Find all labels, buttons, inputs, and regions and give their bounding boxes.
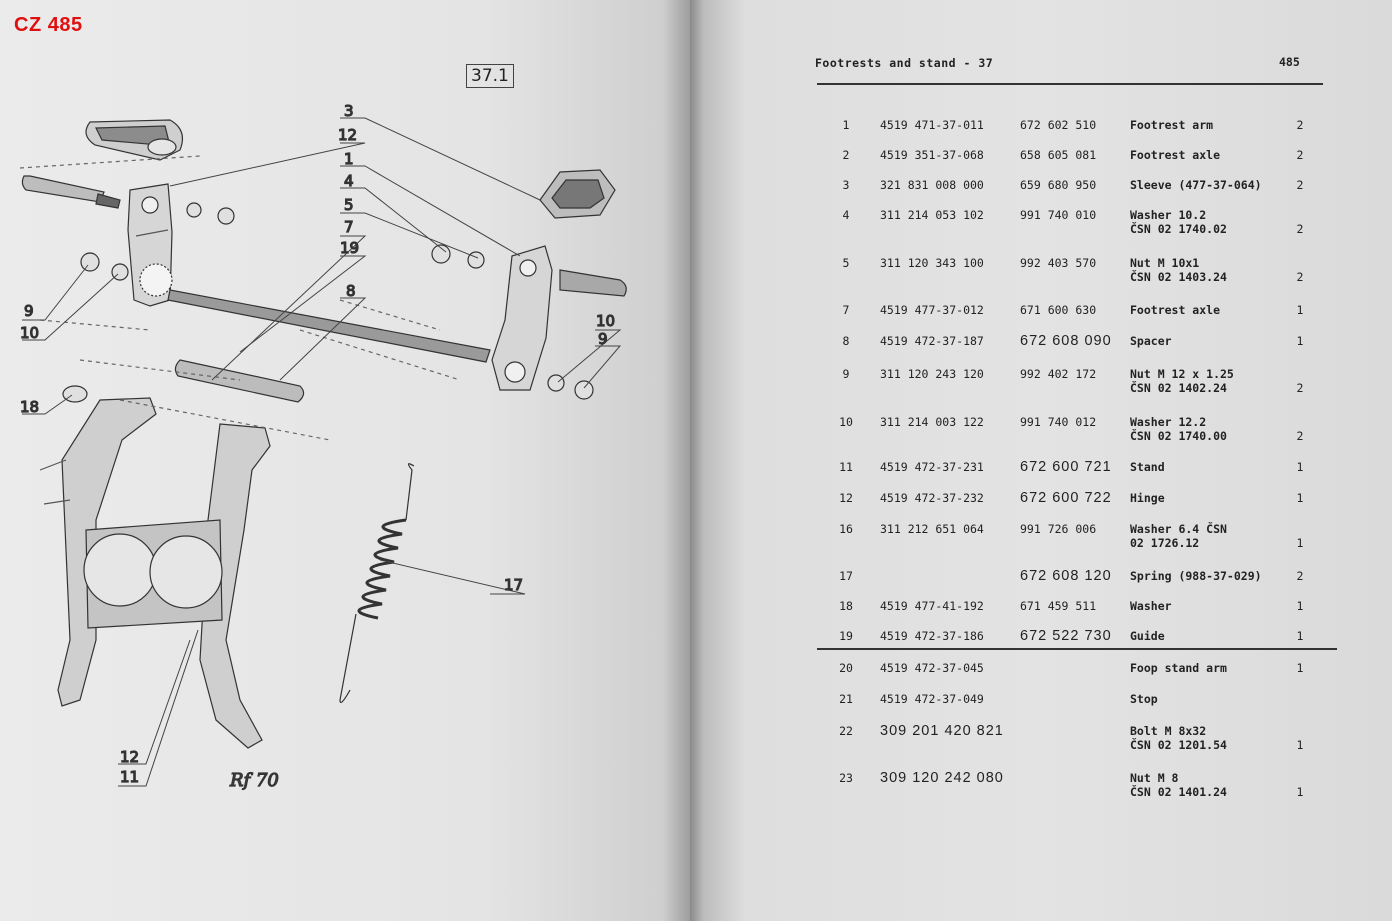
catalog-number: 671 459 511	[1020, 599, 1097, 613]
quantity: 2	[1296, 381, 1304, 395]
quantity: 1	[1296, 599, 1304, 613]
position-number: 3	[842, 178, 850, 192]
part-number: 4519 351-37-068	[880, 148, 984, 162]
callout-4: 4	[344, 172, 354, 190]
part-description: ČSN 02 1401.24	[1130, 785, 1227, 799]
left-page	[0, 0, 690, 921]
footrest-rubber-right	[540, 170, 615, 218]
quantity: 1	[1296, 460, 1304, 474]
right-page	[690, 0, 1392, 921]
catalog-number: 992 402 172	[1020, 367, 1097, 381]
part-number: 4519 472-37-186	[880, 629, 984, 643]
part-number: 311 120 343 100	[880, 256, 984, 270]
position-number: 4	[842, 208, 850, 222]
quantity: 1	[1296, 303, 1304, 317]
footrest-grip-left	[22, 176, 120, 208]
part-description: Washer	[1130, 599, 1172, 613]
part-description: Washer 10.2	[1130, 208, 1207, 222]
part-number: 4519 472-37-045	[880, 661, 984, 675]
catalog-number: 991 740 010	[1020, 208, 1097, 222]
position-number: 7	[842, 303, 850, 317]
callout-9-right: 9	[598, 330, 608, 348]
callout-3: 3	[344, 102, 354, 120]
catalog-number: 991 726 006	[1020, 522, 1097, 536]
part-number: 311 214 053 102	[880, 208, 984, 222]
position-number: 5	[842, 256, 850, 270]
catalog-number: 672 600 722	[1020, 490, 1112, 506]
footrest-arm-left	[128, 184, 172, 306]
callout-7: 7	[344, 218, 354, 236]
position-number: 19	[839, 629, 853, 643]
callout-5: 5	[344, 196, 354, 214]
section-header: Footrests and stand - 37	[815, 56, 994, 70]
quantity: 1	[1296, 738, 1304, 752]
position-number: 12	[839, 491, 853, 505]
catalog-number: 992 403 570	[1020, 256, 1097, 270]
part-number: 4519 472-37-232	[880, 491, 984, 505]
quantity: 2	[1296, 178, 1304, 192]
part-description: ČSN 02 1740.02	[1130, 222, 1227, 236]
header-rule	[817, 83, 1323, 85]
catalog-number: 659 680 950	[1020, 178, 1097, 192]
callout-19: 19	[340, 239, 360, 257]
catalog-number: 672 608 090	[1020, 333, 1112, 349]
part-number: 309 120 242 080	[880, 770, 1004, 786]
callout-1: 1	[344, 150, 354, 168]
part-description: Sleeve (477-37-064)	[1130, 178, 1262, 192]
callout-9-left: 9	[24, 302, 34, 320]
callout-8: 8	[346, 282, 356, 300]
position-number: 18	[839, 599, 853, 613]
position-number: 11	[839, 460, 853, 474]
exploded-parts-diagram	[0, 90, 690, 810]
part-number: 4519 477-37-012	[880, 303, 984, 317]
callout-11: 11	[120, 768, 140, 786]
catalog-number: 672 600 721	[1020, 459, 1112, 475]
footrest-rubber-left	[86, 120, 182, 160]
callout-12-bottom: 12	[120, 748, 140, 766]
position-number: 20	[839, 661, 853, 675]
part-description: Washer 12.2	[1130, 415, 1207, 429]
spacer-tube	[175, 360, 303, 402]
catalog-number: 672 608 120	[1020, 568, 1112, 584]
part-description: Nut M 10x1	[1130, 256, 1200, 270]
page-number: 485	[1279, 55, 1300, 69]
part-description: Nut M 8	[1130, 771, 1179, 785]
catalog-number: 671 600 630	[1020, 303, 1097, 317]
quantity: 1	[1296, 536, 1304, 550]
part-number: 311 120 243 120	[880, 367, 984, 381]
part-description: Spring (988-37-029)	[1130, 569, 1262, 583]
quantity: 2	[1296, 148, 1304, 162]
position-number: 1	[842, 118, 850, 132]
quantity: 1	[1296, 785, 1304, 799]
position-number: 8	[842, 334, 850, 348]
position-number: 2	[842, 148, 850, 162]
brand-label: CZ 485	[14, 14, 83, 36]
callout-10-right: 10	[596, 312, 616, 330]
quantity: 1	[1296, 334, 1304, 348]
catalog-number: 672 602 510	[1020, 118, 1097, 132]
part-number: 4519 472-37-187	[880, 334, 984, 348]
part-number: 4519 472-37-231	[880, 460, 984, 474]
footrest-axle	[168, 290, 490, 362]
stand-spring	[340, 464, 414, 703]
part-number: 4519 477-41-192	[880, 599, 984, 613]
catalog-number: 658 605 081	[1020, 148, 1097, 162]
callout-17: 17	[504, 576, 524, 594]
callout-12: 12	[338, 126, 358, 144]
part-number: 311 212 651 064	[880, 522, 984, 536]
part-description: Stand	[1130, 460, 1165, 474]
part-description: Washer 6.4 ČSN	[1130, 522, 1227, 536]
part-description: ČSN 02 1201.54	[1130, 738, 1227, 752]
quantity: 2	[1296, 118, 1304, 132]
part-description: Spacer	[1130, 334, 1172, 348]
part-description: Footrest arm	[1130, 118, 1214, 132]
quantity: 2	[1296, 222, 1304, 236]
quantity: 2	[1296, 569, 1304, 583]
part-description: Foop stand arm	[1130, 661, 1227, 675]
quantity: 2	[1296, 270, 1304, 284]
footrest-grip-right	[560, 270, 626, 296]
quantity: 1	[1296, 629, 1304, 643]
catalog-number: 672 522 730	[1020, 628, 1112, 644]
part-description: ČSN 02 1740.00	[1130, 429, 1227, 443]
part-description: ČSN 02 1402.24	[1130, 381, 1227, 395]
position-number: 16	[839, 522, 853, 536]
part-description: Guide	[1130, 629, 1165, 643]
part-description: Footrest axle	[1130, 303, 1221, 317]
part-number: 4519 471-37-011	[880, 118, 984, 132]
position-number: 22	[839, 724, 853, 738]
center-stand	[40, 398, 270, 748]
part-description: Stop	[1130, 692, 1158, 706]
quantity: 1	[1296, 491, 1304, 505]
callout-10-left: 10	[20, 324, 40, 342]
part-description: Hinge	[1130, 491, 1165, 505]
artist-signature: Rf 70	[230, 770, 279, 791]
part-number: 311 214 003 122	[880, 415, 984, 429]
part-description: Nut M 12 x 1.25	[1130, 367, 1234, 381]
part-number: 309 201 420 821	[880, 723, 1004, 739]
figure-number: 37.1	[466, 64, 514, 88]
quantity: 2	[1296, 429, 1304, 443]
part-description: Bolt M 8x32	[1130, 724, 1207, 738]
quantity: 1	[1296, 661, 1304, 675]
position-number: 21	[839, 692, 853, 706]
catalog-number: 991 740 012	[1020, 415, 1097, 429]
section-divider	[817, 648, 1337, 650]
part-description: 02 1726.12	[1130, 536, 1200, 550]
part-description: ČSN 02 1403.24	[1130, 270, 1227, 284]
position-number: 10	[839, 415, 853, 429]
part-number: 321 831 008 000	[880, 178, 984, 192]
footrest-arm-right	[492, 246, 552, 390]
position-number: 23	[839, 771, 853, 785]
callout-18: 18	[20, 398, 40, 416]
position-number: 17	[839, 569, 853, 583]
part-description: Footrest axle	[1130, 148, 1221, 162]
part-number: 4519 472-37-049	[880, 692, 984, 706]
position-number: 9	[842, 367, 850, 381]
